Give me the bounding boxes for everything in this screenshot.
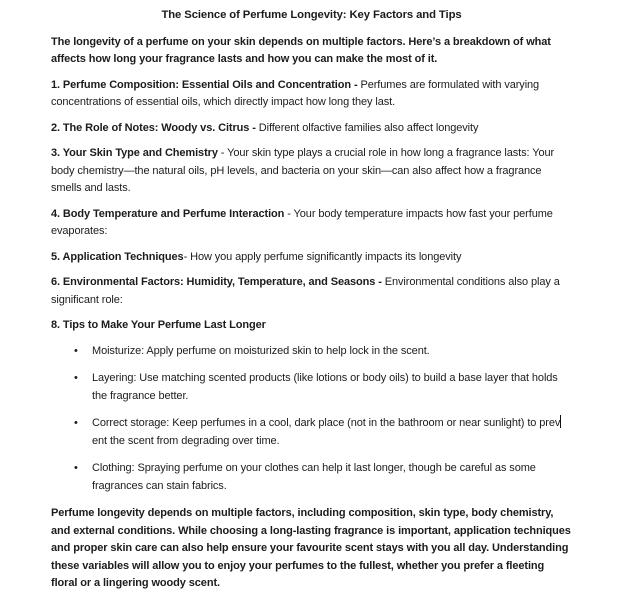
factor-2-lead: 2. The Role of Notes: Woody vs. Citrus -	[51, 121, 256, 134]
factor-paragraph-1	[51, 77, 572, 112]
factor-paragraph-2	[51, 120, 572, 138]
conclusion-paragraph: Perfume longevity depends on multiple factors, including composition, skin type, body chemistry, and external conditions. While choosing a long-lasting fragrance is important, application techniques and proper skin care can also help ensure your favourite scent stays with you all day. Understanding these variables will allow you to enjoy your perfumes to the fullest, whether you prefer a fleeting floral or a lingering woody scent.	[51, 507, 571, 589]
factor-5-lead: 5. Application Techniques	[51, 250, 184, 263]
factor-4-lead: 4. Body Temperature and Perfume Interaction	[51, 207, 285, 220]
tip-text: Moisturize: Apply perfume on moisturized skin to help lock in the scent.	[92, 344, 430, 357]
tip-item-storage	[74, 415, 572, 450]
document-title: The Science of Perfume Longevity: Key Factors and Tips	[161, 9, 462, 21]
factor-paragraph-4	[51, 206, 572, 241]
tip-item-layering	[74, 370, 572, 405]
factor-6-body: Environmental conditions also play a significant role:	[51, 276, 560, 306]
factor-3-lead: 3. Your Skin Type and Chemistry	[51, 147, 218, 159]
factor-paragraph-5	[51, 249, 572, 267]
tip-item-clothing	[74, 460, 572, 495]
factor-2-body: Different olfactive families also affect longevity	[255, 121, 479, 134]
factor-6-lead: 6. Environmental Factors: Humidity, Temperature, and Seasons -	[51, 276, 382, 288]
factor-5-body: - How you apply perfume significantly impacts its longevity	[183, 250, 462, 263]
factor-3-body: - Your skin type plays a crucial role in how long a fragrance lasts: Your body chemistry—the natural oils, pH levels, and bacteria on your skin—can also affect how a fragrance smells and lasts.	[51, 147, 555, 194]
tip-text: Clothing: Spraying perfume on your clothes can help it last longer, though be careful as some fragrances can stain fabrics.	[92, 462, 536, 492]
factor-1-body: Perfumes are formulated with varying concentrations of essential oils, which directly impact how long they last.	[51, 78, 540, 108]
tip-text: Layering: Use matching scented products (like lotions or body oils) to build a base layer that holds the fragrance better.	[92, 372, 558, 402]
intro-paragraph: The longevity of a perfume on your skin depends on multiple factors. Here’s a breakdown of what affects how long your fragrance lasts and how you can make the most of it.	[51, 35, 551, 65]
factor-4-body: - Your body temperature impacts how fast your perfume evaporates:	[51, 207, 553, 237]
text-caret	[560, 415, 561, 428]
tips-heading: 8. Tips to Make Your Perfume Last Longer	[51, 319, 266, 331]
factor-paragraph-3	[51, 145, 572, 198]
factor-paragraph-6	[51, 274, 572, 309]
tip-text-before-caret: Correct storage: Keep perfumes in a cool, dark place (not in the bathroom or near sunlight) to prev	[92, 417, 561, 429]
tip-item-moisturize	[74, 343, 572, 361]
tips-list	[51, 343, 572, 496]
factor-1-lead: 1. Perfume Composition: Essential Oils and Concentration -	[51, 78, 358, 91]
tip-text-after-caret: ent the scent from degrading over time.	[92, 434, 280, 447]
